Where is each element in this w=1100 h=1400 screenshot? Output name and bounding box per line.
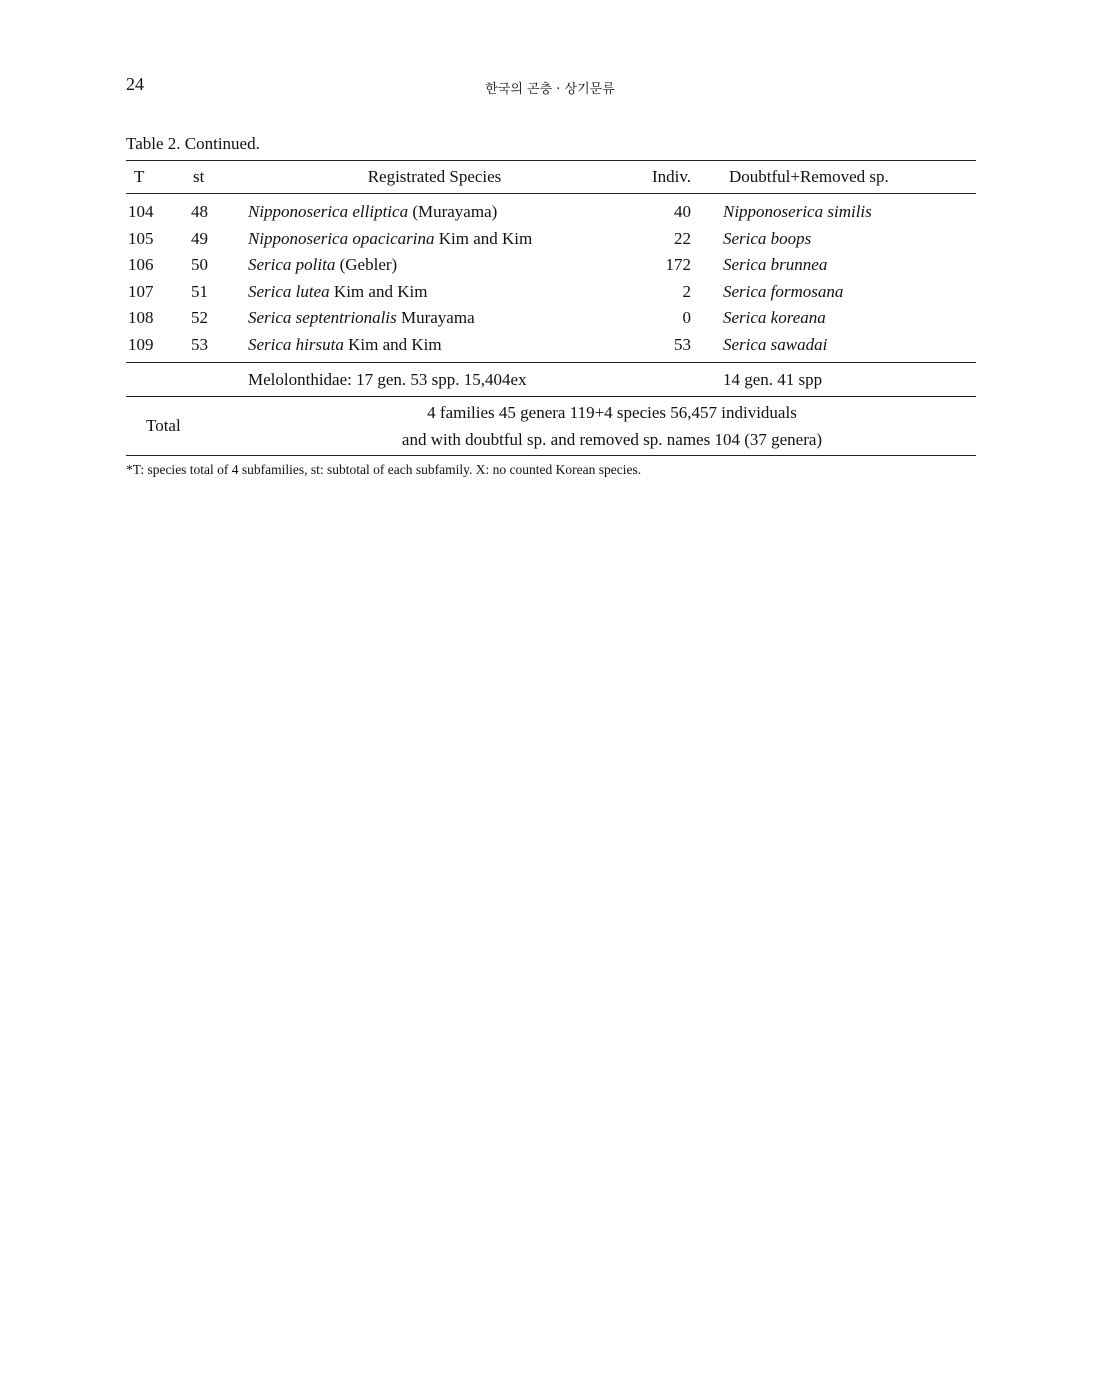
table-header-row (126, 161, 976, 193)
species-author: Kim and Kim (434, 228, 533, 248)
header-doubtful: Doubtful+Removed sp. (729, 167, 889, 186)
cell-indiv: 53 (674, 334, 691, 354)
cell-st: 51 (191, 281, 208, 301)
cell-t: 105 (128, 228, 154, 248)
header-t: T (134, 167, 145, 186)
species-author: Kim and Kim (343, 334, 442, 354)
cell-species (248, 229, 621, 249)
cell-st: 53 (191, 334, 208, 354)
subtotal-row (126, 363, 976, 396)
cell-doubtful (691, 308, 976, 328)
table-row (126, 305, 976, 332)
bottom-rule (126, 455, 976, 456)
doubtful-species: Nipponoserica similis (723, 202, 872, 222)
cell-st: 50 (191, 255, 208, 275)
species-name: Nipponoserica opacicarina (248, 228, 435, 248)
species-name: Serica lutea (248, 281, 330, 301)
cell-indiv: 22 (674, 228, 691, 248)
species-name: Serica septentrionalis (248, 308, 397, 328)
cell-doubtful (691, 202, 976, 222)
table-row (126, 279, 976, 306)
doubtful-species: Serica brunnea (723, 255, 828, 275)
cell-t: 108 (128, 308, 154, 328)
total-line-2: and with doubtful sp. and removed sp. names 104 (37 genera) (401, 430, 823, 449)
page-number: 24 (126, 74, 144, 94)
running-header: 한국의 곤충 · 상기문류 (485, 82, 615, 97)
total-text (248, 399, 976, 453)
cell-t: 107 (128, 281, 154, 301)
cell-doubtful (691, 255, 976, 275)
species-name: Serica hirsuta (248, 334, 344, 354)
species-author: (Gebler) (335, 255, 398, 275)
table-caption: Table 2. Continued. (126, 134, 260, 153)
doubtful-species: Serica boops (723, 228, 812, 248)
cell-t: 104 (128, 202, 154, 222)
cell-st: 48 (191, 202, 208, 222)
species-name: Nipponoserica elliptica (248, 202, 409, 222)
table-row (126, 252, 976, 279)
table-row (126, 332, 976, 359)
total-label: Total (146, 416, 181, 435)
total-line-1: 4 families 45 genera 119+4 species 56,457 individuals (427, 403, 797, 422)
doubtful-species: Serica sawadai (723, 334, 828, 354)
species-table (126, 160, 976, 456)
cell-t: 106 (128, 255, 154, 275)
total-row (126, 397, 976, 455)
cell-indiv: 40 (674, 202, 691, 222)
doubtful-species: Serica koreana (723, 308, 826, 328)
cell-t: 109 (128, 334, 154, 354)
cell-species (248, 255, 621, 275)
cell-doubtful (691, 229, 976, 249)
header-indiv: Indiv. (651, 167, 691, 186)
cell-indiv: 172 (665, 255, 691, 275)
subtotal-text: Melolonthidae: 17 gen. 53 spp. 15,404ex (248, 369, 527, 389)
species-author: Kim and Kim (329, 281, 428, 301)
subtotal-doubtful: 14 gen. 41 spp (723, 369, 823, 389)
cell-st: 49 (191, 228, 208, 248)
species-author: (Murayama) (408, 202, 498, 222)
header-species: Registrated Species (367, 167, 502, 186)
cell-species (248, 308, 621, 328)
table-row (126, 226, 976, 253)
cell-doubtful (691, 282, 976, 302)
cell-species (248, 202, 621, 222)
cell-st: 52 (191, 308, 208, 328)
doubtful-species: Serica formosana (723, 281, 844, 301)
header-st: st (193, 167, 205, 186)
cell-indiv: 2 (682, 281, 691, 301)
table-footnote: *T: species total of 4 subfamilies, st: subtotal of each subfamily. X: no counted Korean species. (126, 462, 642, 477)
cell-species (248, 282, 621, 302)
cell-doubtful (691, 335, 976, 355)
table-row (126, 199, 976, 226)
cell-indiv: 0 (682, 308, 691, 328)
cell-species (248, 335, 621, 355)
species-author: Murayama (396, 308, 475, 328)
species-name: Serica polita (248, 255, 336, 275)
